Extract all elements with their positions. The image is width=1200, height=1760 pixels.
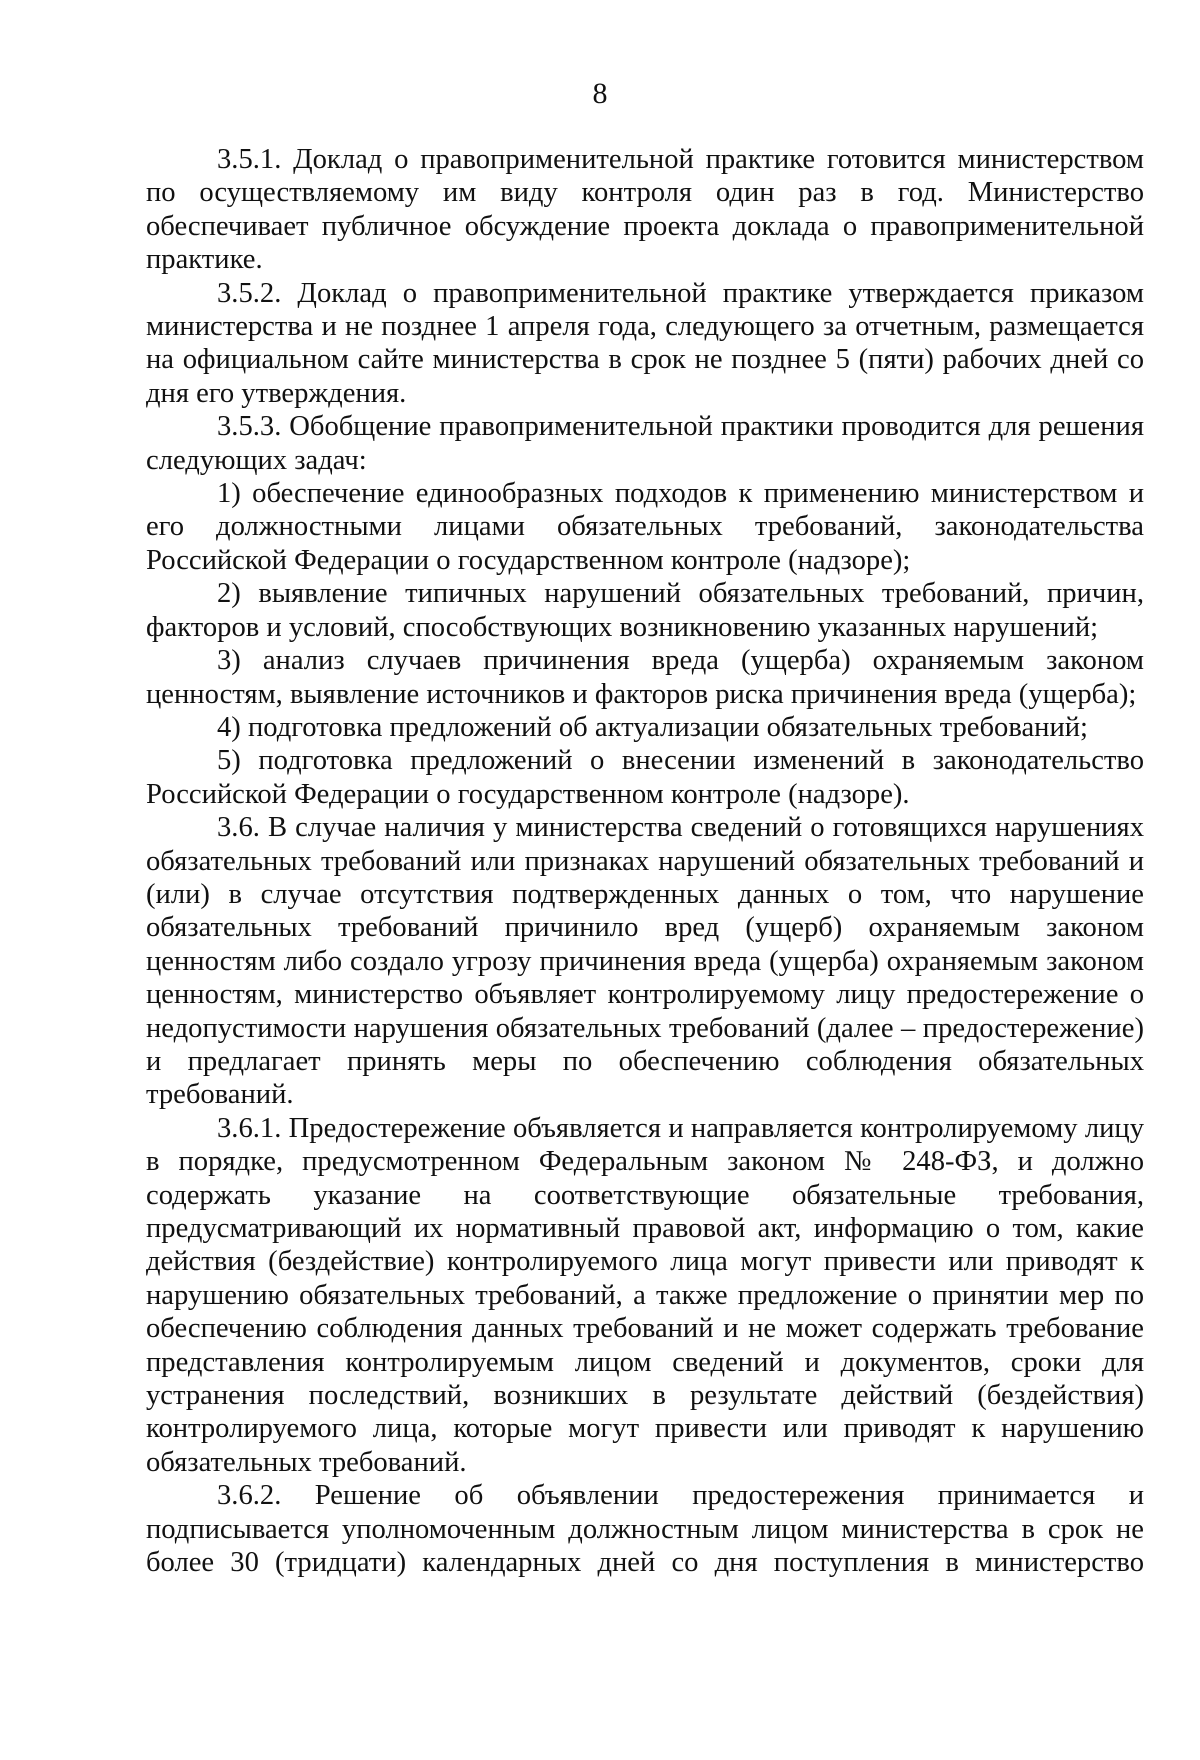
list-item-2: 2) выявление типичных нарушений обязательных требований, причин, факторов и условий, способствующих возникновению указанных нарушений; xyxy=(146,578,1144,643)
paragraph-3-5-1: 3.5.1. Доклад о правоприменительной практике готовится министерством по осуществляемому им виду контроля один раз в год. Министерство обеспечивает публичное обсуждение проекта доклада о правоприменительной практике. xyxy=(146,144,1144,276)
document-body xyxy=(146,143,1144,1579)
list-item-4: 4) подготовка предложений об актуализации обязательных требований; xyxy=(217,711,1089,743)
paragraph-3-5-3: 3.5.3. Обобщение правоприменительной практики проводится для решения следующих задач: xyxy=(146,411,1144,476)
paragraph-3-6: 3.6. В случае наличия у министерства сведений о готовящихся нарушениях обязательных требований или признаках нарушений обязательных требований и (или) в случае отсутствия подтвержденных данных о том, что нарушение обязательных требований причинило вред (ущерб) охраняемым законом ценностям либо создало угрозу причинения вреда (ущерба) охраняемым законом ценностям, министерство объявляет контролируемому лицу предостережение о недопустимости нарушения обязательных требований (далее – предостережение) и предлагает принять меры по обеспечению соблюдения обязательных требований. xyxy=(146,812,1144,1111)
list-item-1: 1) обеспечение единообразных подходов к применению министерством и его должностными лицами обязательных требований, законодательства Российской Федерации о государственном контроле (надзоре); xyxy=(146,478,1144,576)
paragraph-3-5-2: 3.5.2. Доклад о правоприменительной практике утверждается приказом министерства и не позднее 1 апреля года, следующего за отчетным, размещается на официальном сайте министерства в срок не позднее 5 (пяти) рабочих дней со дня его утверждения. xyxy=(146,277,1144,409)
list-item-3: 3) анализ случаев причинения вреда (ущерба) охраняемым законом ценностям, выявление источников и факторов риска причинения вреда (ущерба); xyxy=(146,645,1144,710)
paragraph-3-6-2: 3.6.2. Решение об объявлении предостережения принимается и подписывается уполномоченным должностным лицом министерства в срок не более 30 (тридцати) календарных дней со дня поступления в министерство xyxy=(146,1480,1144,1579)
list-item-5: 5) подготовка предложений о внесении изменений в законодательство Российской Федерации о государственном контроле (надзоре). xyxy=(146,745,1144,810)
paragraph-3-6-1: 3.6.1. Предостережение объявляется и направляется контролируемому лицу в порядке, предусмотренном Федеральным законом № 248-ФЗ, и должно содержать указание на соответствующие обязательные требования, предусматривающий их нормативный правовой акт, информацию о том, какие действия (бездействие) контролируемого лица могут привести или приводят к нарушению обязательных требований, а также предложение о принятии мер по обеспечению соблюдения данных требований и не может содержать требование представления контролируемым лицом сведений и документов, сроки для устранения последствий, возникших в результате действий (бездействия) контролируемого лица, которые могут привести или приводят к нарушению обязательных требований. xyxy=(146,1112,1144,1478)
page-number: 8 xyxy=(592,77,608,110)
